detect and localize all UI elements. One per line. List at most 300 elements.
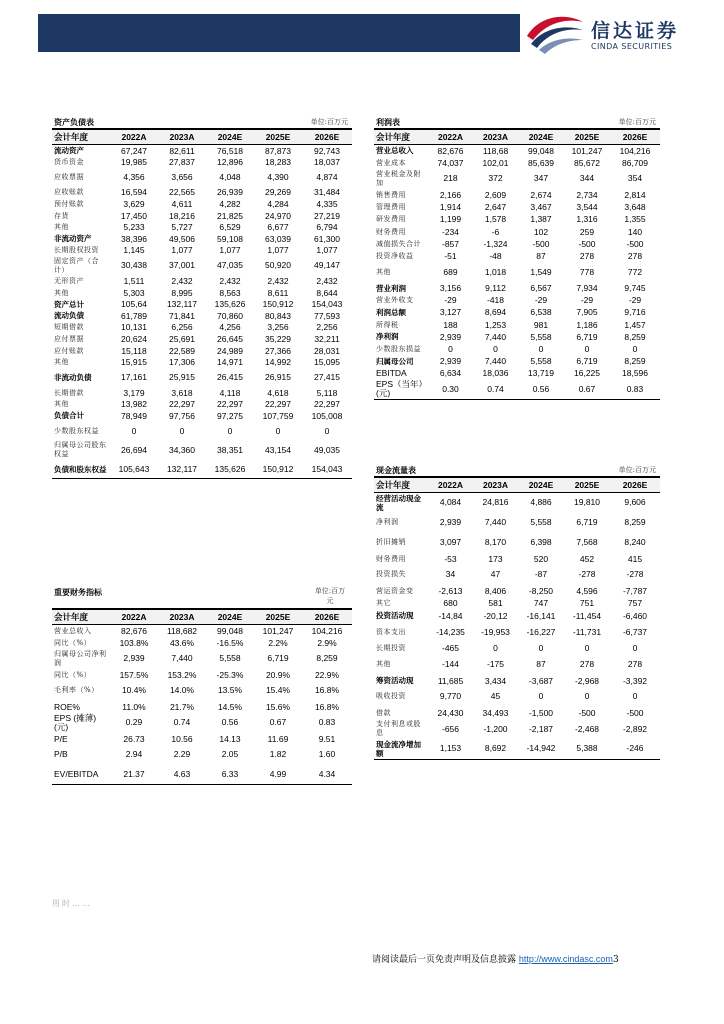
cell-value: 8,170 [484, 537, 507, 547]
cell-value: 22,297 [169, 399, 195, 410]
key-metrics-titlebar [52, 586, 352, 609]
cell-value: 0 [584, 691, 590, 702]
cell-value: 0 [632, 691, 638, 702]
cell-value: 6,529 [219, 222, 241, 233]
row-label: 现金流净增加额 [374, 739, 428, 759]
table-row [52, 399, 352, 411]
cell-value: 140 [627, 226, 643, 237]
table-row [374, 513, 660, 533]
column-header-label: 会计年度 [374, 130, 428, 145]
cell-value: 772 [627, 266, 643, 277]
cell-value: 82,676 [121, 625, 147, 636]
cell-value: 15,095 [314, 357, 340, 368]
cell-value: 0.83 [610, 380, 660, 400]
cell-value: -25.3% [216, 669, 244, 680]
cell-value: 2.29 [173, 749, 191, 759]
cell-value: 1,186 [576, 319, 598, 330]
cell-value: 92,743 [314, 145, 340, 156]
table-row [52, 713, 352, 733]
cell-value: 157.5% [119, 669, 149, 680]
cell-value: 27,837 [169, 156, 195, 167]
table-row [52, 245, 352, 257]
brand-logo [525, 12, 715, 56]
cell-value: 0 [493, 344, 498, 355]
column-header-year: 2024E [206, 130, 254, 145]
row-label: 长期借款 [54, 388, 84, 397]
cell-value: 1,145 [123, 245, 145, 256]
income-statement-panel [374, 116, 660, 400]
cell-value: 7,440 [171, 653, 193, 663]
cell-value: 4.63 [158, 765, 206, 785]
cell-value: 1,077 [267, 245, 289, 256]
cell-value: 14,971 [217, 357, 243, 368]
row-label: 财务费用 [376, 554, 406, 563]
cell-value: 16,594 [121, 187, 147, 198]
cell-value: 14,992 [265, 357, 291, 368]
cell-value: -278 [626, 569, 644, 580]
cell-value: 278 [579, 250, 595, 261]
cell-value: -53 [444, 553, 457, 564]
cell-value: 778 [579, 266, 595, 277]
cell-value: -278 [578, 569, 596, 580]
cell-value: -6,737 [622, 626, 648, 637]
cell-value: 5,558 [219, 653, 241, 663]
table-row [374, 319, 660, 331]
cell-value: 11.69 [267, 733, 289, 744]
table-row [52, 156, 352, 168]
cell-value: 22,297 [265, 399, 291, 410]
table-row [52, 765, 352, 785]
cell-value: 4,390 [267, 171, 289, 182]
cell-value: 6,794 [316, 222, 338, 233]
cell-value: 8,259 [624, 356, 646, 367]
cell-value: 99,048 [217, 625, 243, 636]
row-label: 营业总收入 [54, 626, 92, 635]
row-label: 支付利息或股息 [376, 720, 421, 738]
cell-value: 3,127 [439, 307, 462, 318]
row-label: 其他 [54, 358, 69, 367]
cell-value: 2,432 [171, 276, 193, 287]
cell-value: -6,460 [622, 610, 648, 621]
cell-value: 26,939 [217, 187, 243, 198]
cell-value: 67,247 [121, 145, 147, 156]
cell-value: -16,227 [526, 626, 556, 637]
cell-value: 59,108 [217, 233, 243, 244]
cell-value: 8,692 [473, 739, 518, 759]
cell-value: 6.33 [206, 765, 254, 785]
table-title: 利润表 [376, 118, 400, 127]
column-header-year: 2026E [610, 130, 660, 145]
cell-value: 1,578 [484, 214, 507, 225]
cell-value: 18,037 [314, 156, 340, 167]
cell-value: 3,656 [171, 171, 193, 182]
row-label: 营业税金及附加 [376, 169, 421, 187]
row-label: 折旧摊销 [376, 538, 406, 546]
cell-value: 4.34 [302, 765, 352, 785]
cell-value: -500 [578, 708, 596, 719]
table-row [374, 739, 660, 759]
cell-value: 16.8% [314, 701, 340, 712]
table-row [374, 553, 660, 565]
cell-value: 85,639 [528, 157, 554, 168]
cell-value: -1,324 [483, 238, 508, 249]
table-row [374, 707, 660, 719]
cell-value: 3,618 [171, 387, 193, 398]
cell-value: 24,970 [265, 210, 291, 221]
unit-label: 单位:百万元 [314, 587, 346, 605]
cell-value: 0 [227, 425, 233, 436]
unit-label: 单位:百万元 [310, 118, 348, 126]
table-row [52, 333, 352, 345]
cell-value: -29 [580, 295, 594, 306]
cell-value: 0.56 [518, 380, 564, 400]
cell-value: -1,500 [528, 708, 554, 719]
cell-value: 22,297 [314, 399, 340, 410]
cell-value: 1,077 [219, 245, 241, 256]
cell-value: 4,886 [530, 497, 552, 508]
faint-note: 用时…… [52, 899, 92, 908]
cell-value: 34 [445, 569, 456, 580]
table-row [374, 367, 660, 379]
column-header-year: 2025E [564, 478, 610, 493]
cell-value: 47,035 [217, 260, 243, 271]
cell-value: 372 [488, 173, 503, 184]
table-row [374, 597, 660, 609]
table-row [52, 460, 352, 479]
cell-value: 86,709 [622, 157, 648, 168]
header-row [374, 478, 660, 493]
row-label: 投资活动现 [376, 611, 414, 621]
row-label: 借款 [376, 709, 391, 718]
cell-value: 35,229 [265, 334, 291, 345]
page-number: 3 [612, 955, 619, 965]
cell-value: 0 [448, 344, 453, 355]
cell-value: -16,141 [526, 610, 556, 621]
cell-value: 8,259 [624, 517, 646, 527]
cell-value: 15,915 [121, 357, 147, 368]
cell-value: -3,687 [528, 675, 554, 686]
cell-value: -500 [578, 238, 596, 249]
cell-value: 78,949 [121, 410, 147, 421]
cell-value: 32,211 [314, 334, 340, 345]
cell-value: -14,235 [436, 626, 465, 637]
column-header-label: 会计年度 [374, 478, 428, 493]
cell-value: 415 [627, 553, 643, 564]
cell-value: 0 [324, 425, 330, 436]
cell-value: 3,434 [484, 675, 507, 686]
cell-value: 49,147 [314, 260, 340, 271]
header-banner [38, 14, 520, 52]
row-label: 投资损失 [376, 570, 406, 579]
cell-value: -87 [534, 569, 548, 580]
cell-value: 2,609 [484, 189, 507, 200]
row-label: 财务费用 [376, 227, 406, 236]
column-header-year: 2022A [110, 610, 158, 625]
cell-value: 4,284 [267, 199, 289, 210]
row-label: 筹资活动现 [376, 676, 414, 686]
cell-value: 21,825 [217, 210, 243, 221]
column-header-year: 2025E [254, 130, 302, 145]
cell-value: 13.5% [217, 685, 243, 695]
cell-value: 1.60 [318, 749, 336, 759]
cell-value: 132,117 [166, 299, 198, 310]
column-header-year: 2023A [473, 130, 518, 145]
cell-value: 8,995 [171, 287, 193, 298]
cell-value: 97,756 [169, 410, 195, 421]
disclaimer-text: 请阅读最后一页免责声明及信息披露 [372, 955, 517, 965]
cell-value: 278 [627, 250, 643, 261]
table-row [52, 637, 352, 649]
table-row [52, 356, 352, 368]
row-label: 经营活动现金流 [376, 493, 421, 512]
cell-value: 13,982 [121, 399, 147, 410]
cell-value: 2,647 [484, 202, 507, 213]
cell-value: 8,563 [219, 287, 241, 298]
cell-value: 2,939 [439, 331, 462, 342]
table-row [52, 345, 352, 357]
cell-value: -465 [441, 643, 459, 654]
cell-value: 344 [579, 173, 595, 184]
table-row [52, 198, 352, 210]
table-row [374, 189, 660, 201]
table-row [374, 343, 660, 355]
cell-value: 1,457 [624, 319, 646, 330]
table-row [374, 157, 660, 169]
cell-value: 2,432 [219, 276, 241, 287]
cell-value: 45 [490, 691, 501, 702]
cell-value: 520 [533, 553, 549, 564]
row-label: 营业外收支 [376, 296, 414, 305]
cell-value: 2.2% [268, 637, 288, 648]
row-label: 应收账款 [54, 188, 84, 197]
cell-value: 278 [579, 658, 595, 669]
column-header-year: 2022A [110, 130, 158, 145]
row-label: 其他 [376, 659, 391, 668]
cell-value: 2,734 [576, 189, 598, 200]
header-row [52, 130, 352, 145]
cell-value: 49,506 [169, 233, 195, 244]
cell-value: 218 [443, 173, 458, 184]
table-row [374, 719, 660, 739]
cell-value: 259 [579, 226, 595, 237]
row-label: 研发费用 [376, 215, 406, 224]
row-label: EV/EBITDA [52, 765, 110, 785]
cell-value: 87,873 [265, 145, 291, 156]
column-header-year: 2024E [518, 130, 564, 145]
cell-value: 70,860 [217, 310, 243, 321]
cell-value: -418 [486, 295, 504, 306]
cell-value: 3,467 [530, 202, 552, 213]
cell-value: 8,694 [484, 307, 507, 318]
cell-value: 0.83 [318, 717, 336, 727]
table-row [374, 493, 660, 513]
cell-value: 21.7% [169, 701, 195, 712]
row-label: P/B [54, 749, 68, 759]
cell-value: 25,915 [169, 372, 195, 382]
cell-value: 0 [632, 643, 638, 654]
cell-value: 0.67 [269, 717, 287, 727]
cell-value: 26,645 [217, 334, 243, 345]
row-label: 投资净收益 [376, 251, 414, 260]
table-row [52, 298, 352, 310]
cell-value: 0.29 [125, 717, 143, 727]
cell-value: 15,118 [121, 345, 147, 356]
cell-value: 30,438 [121, 260, 147, 271]
cell-value: 61,789 [121, 310, 147, 321]
cell-value: 2,814 [624, 189, 646, 200]
row-label: 管理费用 [376, 203, 406, 212]
cell-value: 4,256 [219, 322, 241, 333]
cell-value: 27,415 [314, 372, 340, 382]
cell-value: 8,259 [624, 331, 646, 342]
cell-value: 24,430 [437, 708, 464, 719]
cell-value: -7,787 [622, 586, 648, 597]
website-link[interactable]: http://www.cindasc.com [518, 954, 613, 964]
cell-value: 24,816 [482, 497, 509, 508]
table-row [52, 233, 352, 245]
cell-value: 16.8% [314, 685, 340, 695]
cell-value: 2.94 [125, 749, 143, 759]
cell-value: 1.82 [269, 749, 287, 759]
cell-value: 2,432 [267, 276, 289, 287]
cell-value: 6,719 [576, 331, 598, 342]
key-metrics-table [52, 609, 352, 785]
cell-value: 17,306 [169, 357, 195, 368]
table-row [52, 649, 352, 669]
row-label: 资本支出 [376, 627, 406, 636]
cell-value: 104,216 [311, 625, 343, 636]
cell-value: 1,018 [484, 266, 507, 277]
row-label: 少数股东权益 [54, 426, 99, 435]
cell-value: 47 [490, 569, 501, 580]
cell-value: -48 [489, 250, 502, 261]
row-label: 吸收投资 [376, 692, 406, 701]
cell-value: 5,303 [123, 287, 145, 298]
table-row [52, 287, 352, 299]
cell-value: 0 [179, 425, 185, 436]
row-label: 短期借款 [54, 323, 84, 332]
cell-value: 0.67 [564, 380, 610, 400]
cell-value: 17,161 [121, 372, 147, 382]
cell-value: 9,745 [624, 283, 646, 294]
cell-value: 6,538 [530, 307, 552, 318]
cell-value: 2.9% [317, 637, 337, 648]
cell-value: 71,841 [169, 310, 195, 321]
cell-value: 581 [488, 598, 503, 609]
table-row [52, 310, 352, 322]
balance-sheet-panel [52, 116, 352, 479]
cell-value: 77,593 [314, 310, 340, 321]
cell-value: 689 [443, 266, 458, 277]
row-label: EPS (摊薄)(元) [54, 712, 97, 732]
cell-value: 17,450 [121, 210, 147, 221]
cell-value: 6,719 [576, 517, 598, 527]
cell-value: 0 [538, 344, 544, 355]
cell-value: -14,84 [438, 610, 463, 621]
cell-value: 13,719 [528, 368, 554, 379]
balance-sheet-table [52, 129, 352, 479]
cell-value: 118,682 [166, 625, 198, 636]
cell-value: 7,568 [576, 537, 598, 547]
cell-value: 8,611 [267, 287, 289, 298]
cinda-swoosh-icon [525, 14, 587, 54]
row-label: 归属母公司 [376, 356, 414, 366]
cell-value: 11.0% [122, 701, 146, 712]
cell-value: 38,396 [121, 233, 147, 244]
cell-value: 135,626 [214, 299, 246, 310]
cell-value: -20,12 [483, 610, 508, 621]
table-row [374, 201, 660, 213]
column-header-year: 2026E [302, 130, 352, 145]
table-row [374, 145, 660, 157]
cell-value: 354 [627, 173, 643, 184]
cell-value: 7,440 [484, 331, 507, 342]
table-row [374, 565, 660, 585]
balance-sheet-titlebar [52, 116, 352, 129]
cell-value: -1,200 [483, 723, 508, 734]
cell-value: 150,912 [262, 299, 294, 310]
column-header-year: 2024E [518, 478, 564, 493]
cell-value: 1,077 [171, 245, 193, 256]
cell-value: 34,493 [482, 708, 509, 719]
cell-value: 43,154 [265, 444, 291, 455]
row-label: 存货 [54, 211, 69, 220]
table-title: 重要财务指标 [54, 588, 102, 597]
row-label: 毛利率（%） [54, 686, 99, 694]
cell-value: 22,589 [169, 345, 195, 356]
cell-value: 102 [533, 226, 549, 237]
table-row [374, 674, 660, 686]
row-label: 销售费用 [376, 190, 406, 199]
table-row [374, 282, 660, 294]
cell-value: 5,558 [530, 331, 552, 342]
cell-value: -500 [532, 238, 550, 249]
cell-value: 61,300 [314, 233, 340, 244]
cell-value: 452 [579, 553, 595, 564]
cell-value: 26,915 [265, 372, 291, 382]
table-row [374, 225, 660, 237]
row-label: 应收票据 [54, 172, 84, 181]
row-label: 营运资金变 [376, 587, 414, 596]
cell-value: -175 [486, 658, 504, 669]
table-row [52, 681, 352, 701]
row-label: 负债合计 [54, 411, 84, 421]
table-row [374, 585, 660, 597]
cell-value: 2,939 [123, 653, 145, 663]
table-row [52, 368, 352, 387]
cell-value: 1,549 [530, 266, 552, 277]
column-header-year: 2025E [254, 610, 302, 625]
brand-name-cn: 信达证券 [591, 20, 680, 42]
table-row [52, 387, 352, 399]
cell-value: -16.5% [216, 637, 244, 648]
row-label: 其他 [54, 288, 69, 297]
brand-name-en: CINDA SECURITIES [591, 42, 673, 51]
cell-value: 76,518 [217, 145, 243, 156]
cell-value: 153.2% [167, 669, 197, 680]
cell-value: -8,250 [528, 586, 554, 597]
cell-value: 101,247 [262, 625, 294, 636]
cell-value: 4,356 [123, 171, 145, 182]
cell-value: 14.0% [169, 685, 195, 695]
row-label: 营业总收入 [376, 146, 414, 156]
cell-value: -500 [626, 238, 644, 249]
cell-value: 5,388 [564, 739, 610, 759]
cell-value: 1,511 [123, 276, 145, 287]
table-title: 现金流量表 [376, 466, 416, 475]
table-row [374, 533, 660, 553]
cell-value: 14.5% [217, 701, 243, 712]
